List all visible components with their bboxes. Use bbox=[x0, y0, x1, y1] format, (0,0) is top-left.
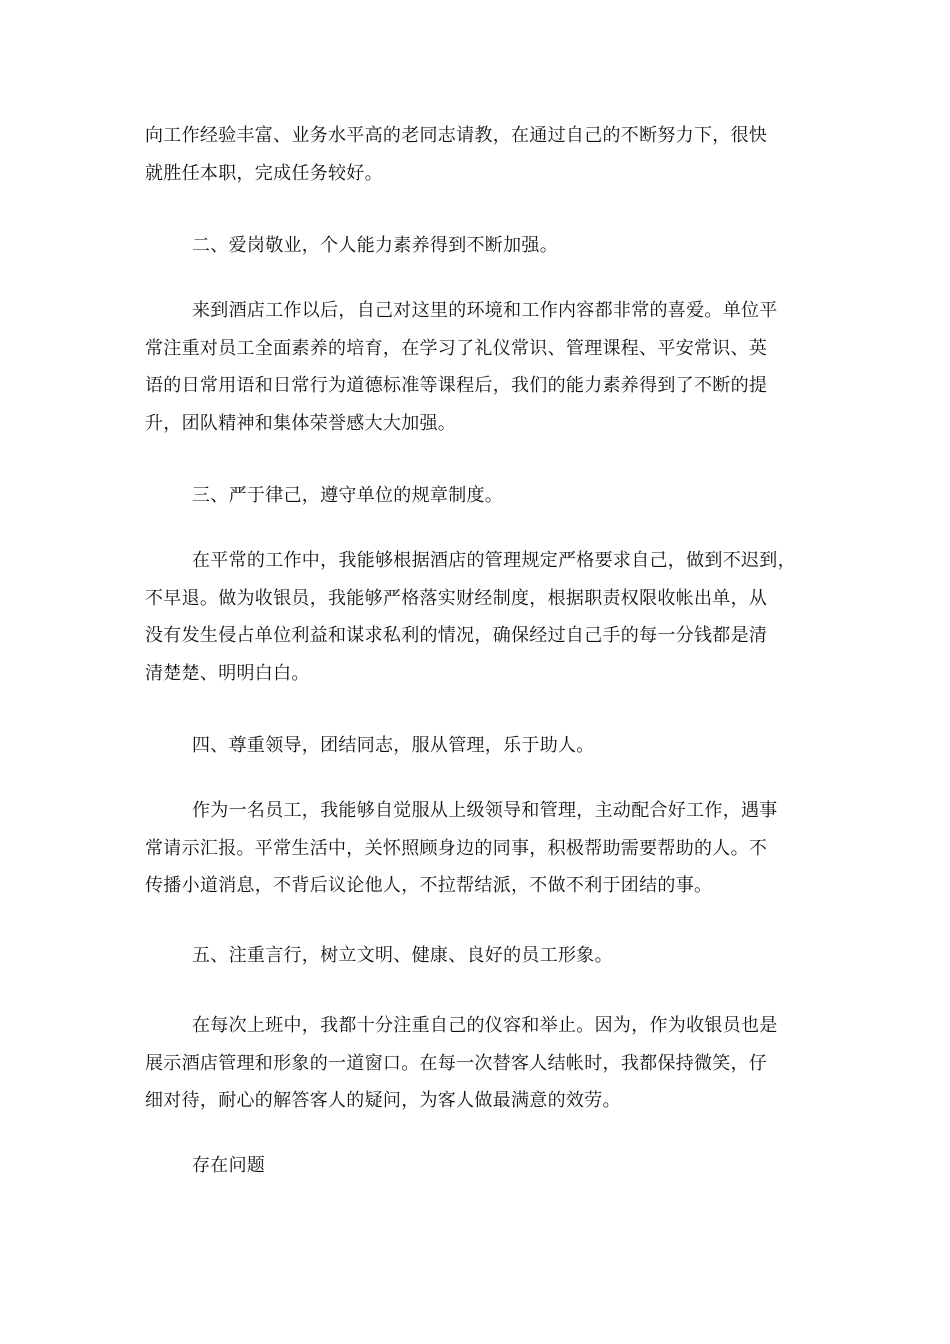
text-line: 清楚楚、明明白白。 bbox=[145, 662, 310, 684]
paragraph-body bbox=[145, 1007, 805, 1120]
text-line: 四、尊重领导，团结同志，服从管理，乐于助人。 bbox=[192, 735, 595, 756]
text-line: 就胜任本职，完成任务较好。 bbox=[145, 162, 383, 184]
text-line: 二、爱岗敬业，个人能力素养得到不断加强。 bbox=[192, 235, 558, 256]
text-line: 向工作经验丰富、业务水平高的老同志请教，在通过自己的不断努力下，很快 bbox=[145, 125, 768, 146]
section-heading-3 bbox=[145, 477, 805, 515]
text-line: 传播小道消息，不背后议论他人，不拉帮结派，不做不利于团结的事。 bbox=[145, 875, 713, 896]
section-heading-issues bbox=[145, 1147, 805, 1185]
text-line: 三、严于律己，遵守单位的规章制度。 bbox=[192, 485, 504, 506]
text-line: 五、注重言行，树立文明、健康、良好的员工形象。 bbox=[192, 945, 613, 966]
paragraph-body bbox=[145, 542, 805, 692]
paragraph-body bbox=[145, 292, 805, 442]
text-line: 升，团队精神和集体荣誉感大大加强。 bbox=[145, 412, 457, 434]
section-heading-2 bbox=[145, 227, 805, 265]
paragraph-continuation bbox=[145, 117, 805, 192]
text-line: 没有发生侵占单位利益和谋求私利的情况，确保经过自己手的每一分钱都是清 bbox=[145, 625, 768, 646]
text-line: 不早退。做为收银员，我能够严格落实财经制度，根据职责权限收帐出单，从 bbox=[145, 587, 768, 609]
text-line: 来到酒店工作以后，自己对这里的环境和工作内容都非常的喜爱。单位平 bbox=[192, 300, 778, 321]
text-line: 作为一名员工，我能够自觉服从上级领导和管理，主动配合好工作，遇事 bbox=[192, 800, 778, 821]
text-line: 语的日常用语和日常行为道德标准等课程后，我们的能力素养得到了不断的提 bbox=[145, 375, 768, 396]
text-line: 展示酒店管理和形象的一道窗口。在每一次替客人结帐时，我都保持微笑，仔 bbox=[145, 1052, 768, 1074]
text-line: 在每次上班中，我都十分注重自己的仪容和举止。因为，作为收银员也是 bbox=[192, 1015, 778, 1036]
section-heading-5 bbox=[145, 937, 805, 975]
section-heading-4 bbox=[145, 727, 805, 765]
text-line: 常注重对员工全面素养的培育，在学习了礼仪常识、管理课程、平安常识、英 bbox=[145, 337, 768, 359]
text-line: 细对待，耐心的解答客人的疑问，为客人做最满意的效劳。 bbox=[145, 1090, 621, 1111]
text-line: 常请示汇报。平常生活中，关怀照顾身边的同事，积极帮助需要帮助的人。不 bbox=[145, 837, 768, 859]
paragraph-body bbox=[145, 792, 805, 905]
text-line: 存在问题 bbox=[192, 1155, 266, 1176]
text-line: 在平常的工作中，我能够根据酒店的管理规定严格要求自己，做到不迟到， bbox=[192, 550, 796, 571]
